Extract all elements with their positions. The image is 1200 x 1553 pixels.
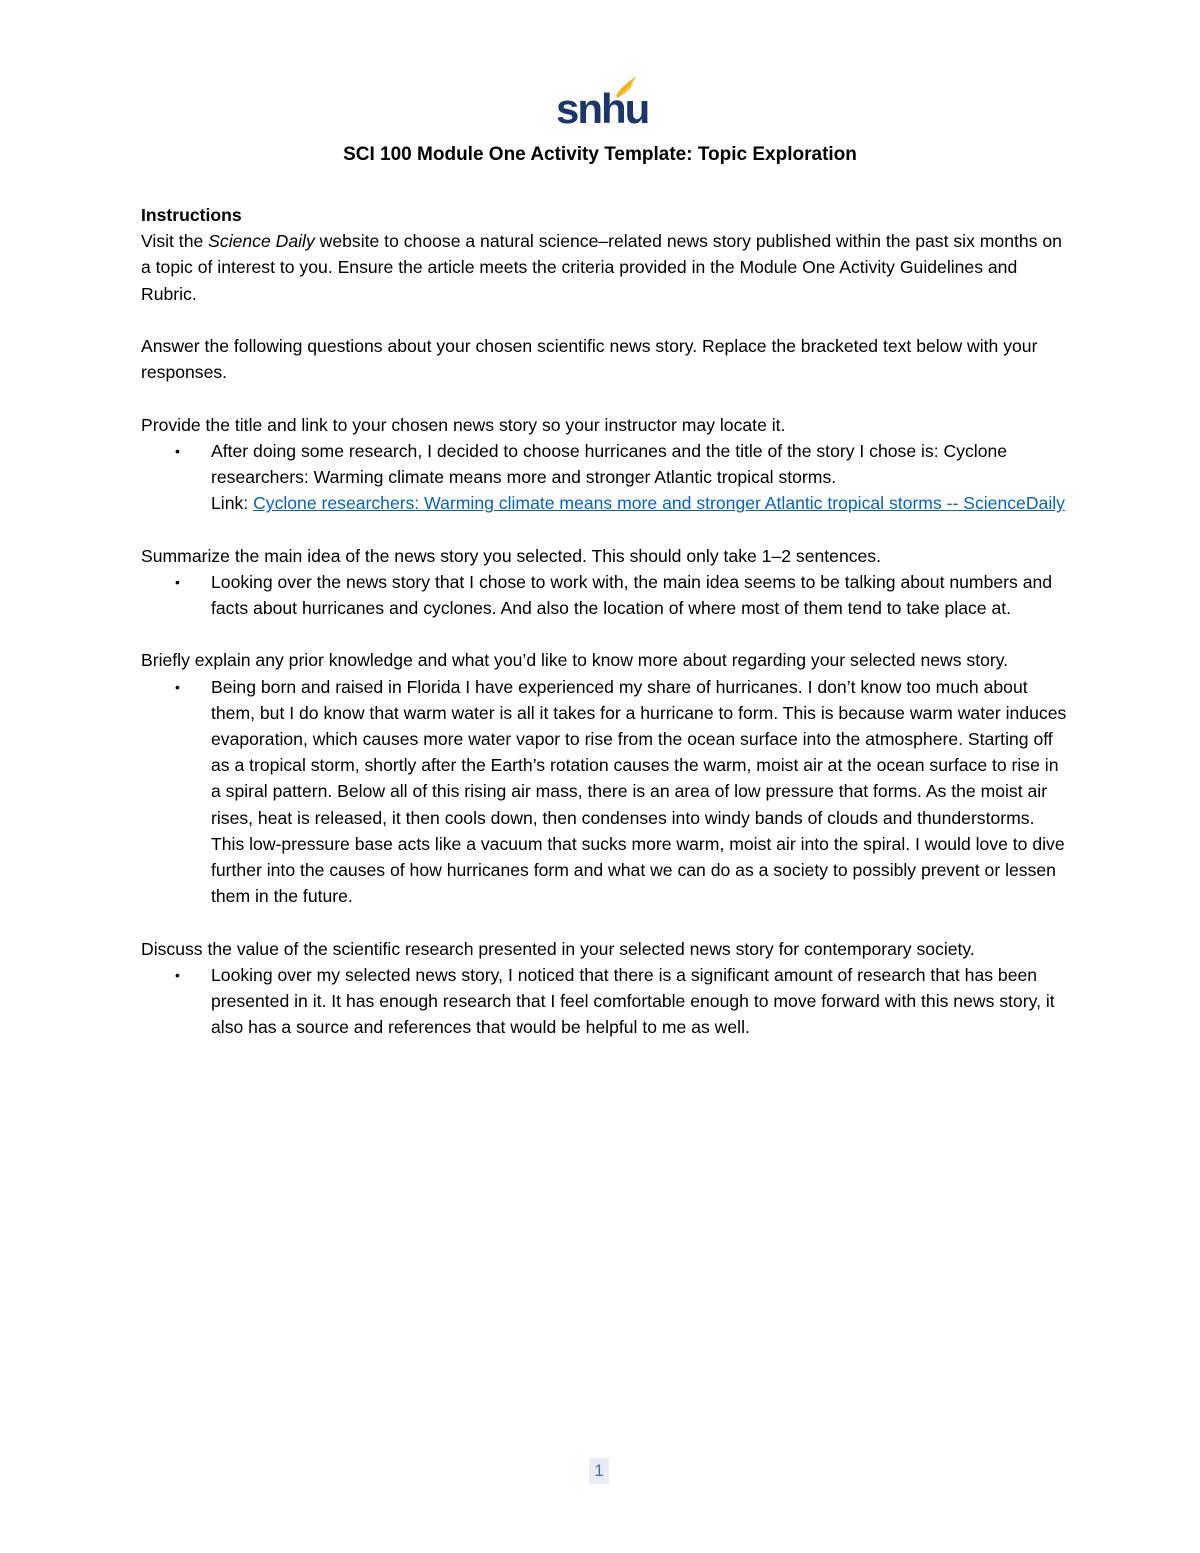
- logo-text: snhu: [556, 85, 649, 132]
- bullet-icon: •: [175, 678, 180, 695]
- answer-1: After doing some research, I decided to choose hurricanes and the title of the story I chose is: Cyclone researchers: Warming climate means more and stronger Atlantic tropical storms.: [211, 440, 1008, 487]
- answer-list-3: [141, 674, 1071, 910]
- list-item: [141, 438, 1071, 517]
- list-item: [141, 962, 1071, 1041]
- snhu-logo: [556, 74, 649, 132]
- answer-prompt: Answer the following questions about your chosen scientific news story. Replace the bracketed text below with your responses.: [141, 336, 1038, 383]
- question-2: Summarize the main idea of the news story you selected. This should only take 1–2 sentences.: [141, 545, 881, 566]
- instructions-heading: Instructions: [141, 205, 242, 225]
- answer-3: Being born and raised in Florida I have experienced my share of hurricanes. I don’t know too much about them, but I do know that warm water is all it takes for a hurricane to form. This is because warm water induces evaporation, which causes more water vapor to rise from the ocean surface into the atmosphere. Starting off as a tropical storm, shortly after the Earth’s rotation causes the warm, moist air at the ocean surface to rise in a spiral pattern. Below all of this rising air mass, there is an area of low pressure that forms. As the moist air rises, heat is released, it then cools down, then condenses into windy bands of clouds and thunderstorms. This low-pressure base acts like a vacuum that sucks more warm, moist air into the spiral. I would love to dive further into the causes of how hurricanes form and what we can do as a society to possibly prevent or lessen them in the future.: [211, 676, 1067, 907]
- answer-2: Looking over the news story that I chose to work with, the main idea seems to be talking about numbers and facts about hurricanes and cyclones. And also the location of where most of them tend to take place at.: [211, 571, 1053, 618]
- bullet-icon: •: [175, 442, 180, 459]
- page-title: SCI 100 Module One Activity Template: Topic Exploration: [343, 144, 857, 165]
- answer-4: Looking over my selected news story, I noticed that there is a significant amount of research that has been presented in it. It has enough research that I feel comfortable enough to move forward with this news story, it also has a source and references that would be helpful to me as well.: [211, 964, 1055, 1038]
- site-name: Science Daily: [208, 231, 315, 252]
- instructions-text: Visit the Science Daily website to choose a natural science–related news story published within the past six months on a topic of interest to you. Ensure the article meets the criteria provided in the Module One Activity Guidelines and Rubric.: [141, 231, 1062, 304]
- page-number: 1: [589, 1458, 609, 1484]
- bullet-icon: •: [175, 966, 180, 983]
- link-label: Link:: [211, 493, 254, 514]
- bullet-icon: •: [175, 573, 180, 590]
- answer-list-4: [141, 962, 1071, 1041]
- question-3: Briefly explain any prior knowledge and what you’d like to know more about regarding your selected news story.: [141, 650, 1009, 671]
- list-item: [141, 569, 1071, 621]
- answer-list-1: [141, 438, 1071, 517]
- answer-list-2: [141, 569, 1071, 621]
- story-link[interactable]: Cyclone researchers: Warming climate means more and stronger Atlantic tropical storms -- ScienceDaily: [253, 493, 1065, 514]
- question-1: Provide the title and link to your chosen news story so your instructor may locate it.: [141, 414, 786, 435]
- document-body: [141, 202, 1071, 1040]
- list-item: [141, 674, 1071, 910]
- question-4: Discuss the value of the scientific research presented in your selected news story for contemporary society.: [141, 938, 975, 959]
